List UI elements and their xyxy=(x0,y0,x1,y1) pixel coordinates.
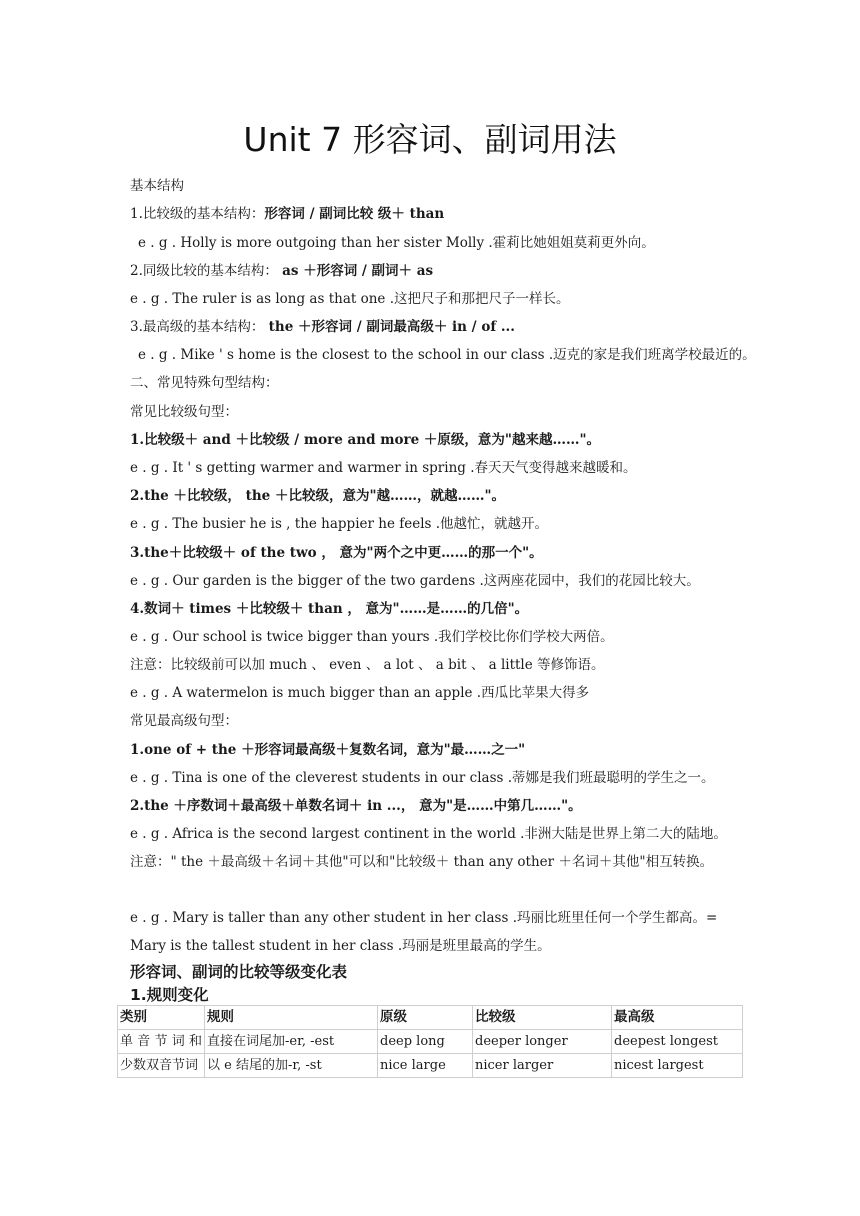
column-header: 最高级 xyxy=(612,1006,743,1030)
example-line: e . g . Mike ' s home is the closest to the school in our class .迈克的家是我们班离学校最近的。 xyxy=(138,347,756,363)
column-header: 类别 xyxy=(118,1006,205,1030)
example-line: e . g . The ruler is as long as that one .这把尺子和那把尺子一样长。 xyxy=(130,291,570,307)
table-cell: 少数双音节词 xyxy=(118,1054,205,1078)
example-line: e . g . Our garden is the bigger of the two gardens .这两座花园中，我们的花园比较大。 xyxy=(130,573,700,589)
example-line: e . g . Tina is one of the cleverest students in our class .蒂娜是我们班最聪明的学生之一。 xyxy=(130,770,715,786)
text-span: 1.比较级的基本结构： xyxy=(130,206,265,222)
rule-line: 1.比较级＋ and ＋比较级 / more and more ＋原级，意为"越来越……"。 xyxy=(130,432,600,448)
table-cell: nicest largest xyxy=(612,1054,743,1078)
note-line: 注意：比较级前可以加 much 、 even 、 a lot 、 a bit 、 a little 等修饰语。 xyxy=(130,657,605,673)
comparison-table xyxy=(117,1005,743,1078)
table-cell: 单音节词和 xyxy=(118,1030,205,1054)
bold-span: as ＋形容词 / 副词＋ as xyxy=(282,263,434,279)
bold-span: 形容词 / 副词比较 级＋ than xyxy=(264,206,445,222)
text-span: 3.最高级的基本结构： xyxy=(130,319,269,335)
rule-line: 2.the ＋比较级， the ＋比较级，意为"越……，就越……"。 xyxy=(130,488,506,504)
sub-heading: 1.规则变化 xyxy=(130,986,209,1004)
table-cell: nicer larger xyxy=(473,1054,612,1078)
table-cell: 以 e 结尾的加-r, -st xyxy=(205,1054,378,1078)
rule-line: 3.the＋比较级＋ of the two ， 意为"两个之中更……的那一个"。 xyxy=(130,545,543,561)
example-line: e . g . A watermelon is much bigger than an apple .西瓜比苹果大得多 xyxy=(130,685,590,701)
table-cell: nice large xyxy=(378,1054,473,1078)
note-line: 注意：" the ＋最高级＋名词＋其他"可以和"比较级＋ than any other ＋名词＋其他"相互转换。 xyxy=(130,854,714,870)
example-line: e . g . Africa is the second largest continent in the world .非洲大陆是世界上第二大的陆地。 xyxy=(130,826,727,842)
text-line: 常见比较级句型： xyxy=(130,404,238,420)
rule-line: 1.one of + the ＋形容词最高级＋复数名词，意为"最……之一" xyxy=(130,742,526,758)
column-header: 比较级 xyxy=(473,1006,612,1030)
example-line: e . g . Our school is twice bigger than yours .我们学校比你们学校大两倍。 xyxy=(130,629,614,645)
column-header: 规则 xyxy=(205,1006,378,1030)
table-header-row xyxy=(118,1006,743,1030)
section-heading: 形容词、副词的比较等级变化表 xyxy=(130,963,348,981)
table-cell: deep long xyxy=(378,1030,473,1054)
example-line: e . g . It ' s getting warmer and warmer in spring .春天天气变得越来越暖和。 xyxy=(130,460,637,476)
example-line: e . g . Holly is more outgoing than her sister Molly .霍莉比她姐姐莫莉更外向。 xyxy=(138,235,655,251)
text-span: 2.同级比较的基本结构： xyxy=(130,263,283,279)
text-line: 常见最高级句型： xyxy=(130,713,238,729)
bold-span: the ＋形容词 / 副词最高级＋ in / of ... xyxy=(268,319,515,335)
table-row xyxy=(118,1030,743,1054)
rule-line: 4.数词＋ times ＋比较级＋ than ， 意为"……是……的几倍"。 xyxy=(130,601,529,617)
table-cell: deepest longest xyxy=(612,1030,743,1054)
table-cell: deeper longer xyxy=(473,1030,612,1054)
text-line xyxy=(130,204,750,224)
table-cell: 直接在词尾加-er, -est xyxy=(205,1030,378,1054)
table-row xyxy=(118,1054,743,1078)
text-line: 基本结构 xyxy=(130,178,184,194)
section-line: 二、常见特殊句型结构： xyxy=(130,375,279,391)
page-title: Unit 7 形容词、副词用法 xyxy=(243,120,617,159)
text-line xyxy=(130,317,750,337)
example-line: e . g . The busier he is , the happier he feels .他越忙，就越开。 xyxy=(130,516,549,532)
example-line: e . g . Mary is taller than any other student in her class .玛丽比班里任何一个学生都高。= Mary is the tallest student in her class .玛丽是班里最高的学生。 xyxy=(130,910,718,954)
text-line xyxy=(130,261,750,281)
column-header: 原级 xyxy=(378,1006,473,1030)
rule-line: 2.the ＋序数词＋最高级＋单数名词＋ in ...， 意为"是……中第几……"。 xyxy=(130,798,582,814)
